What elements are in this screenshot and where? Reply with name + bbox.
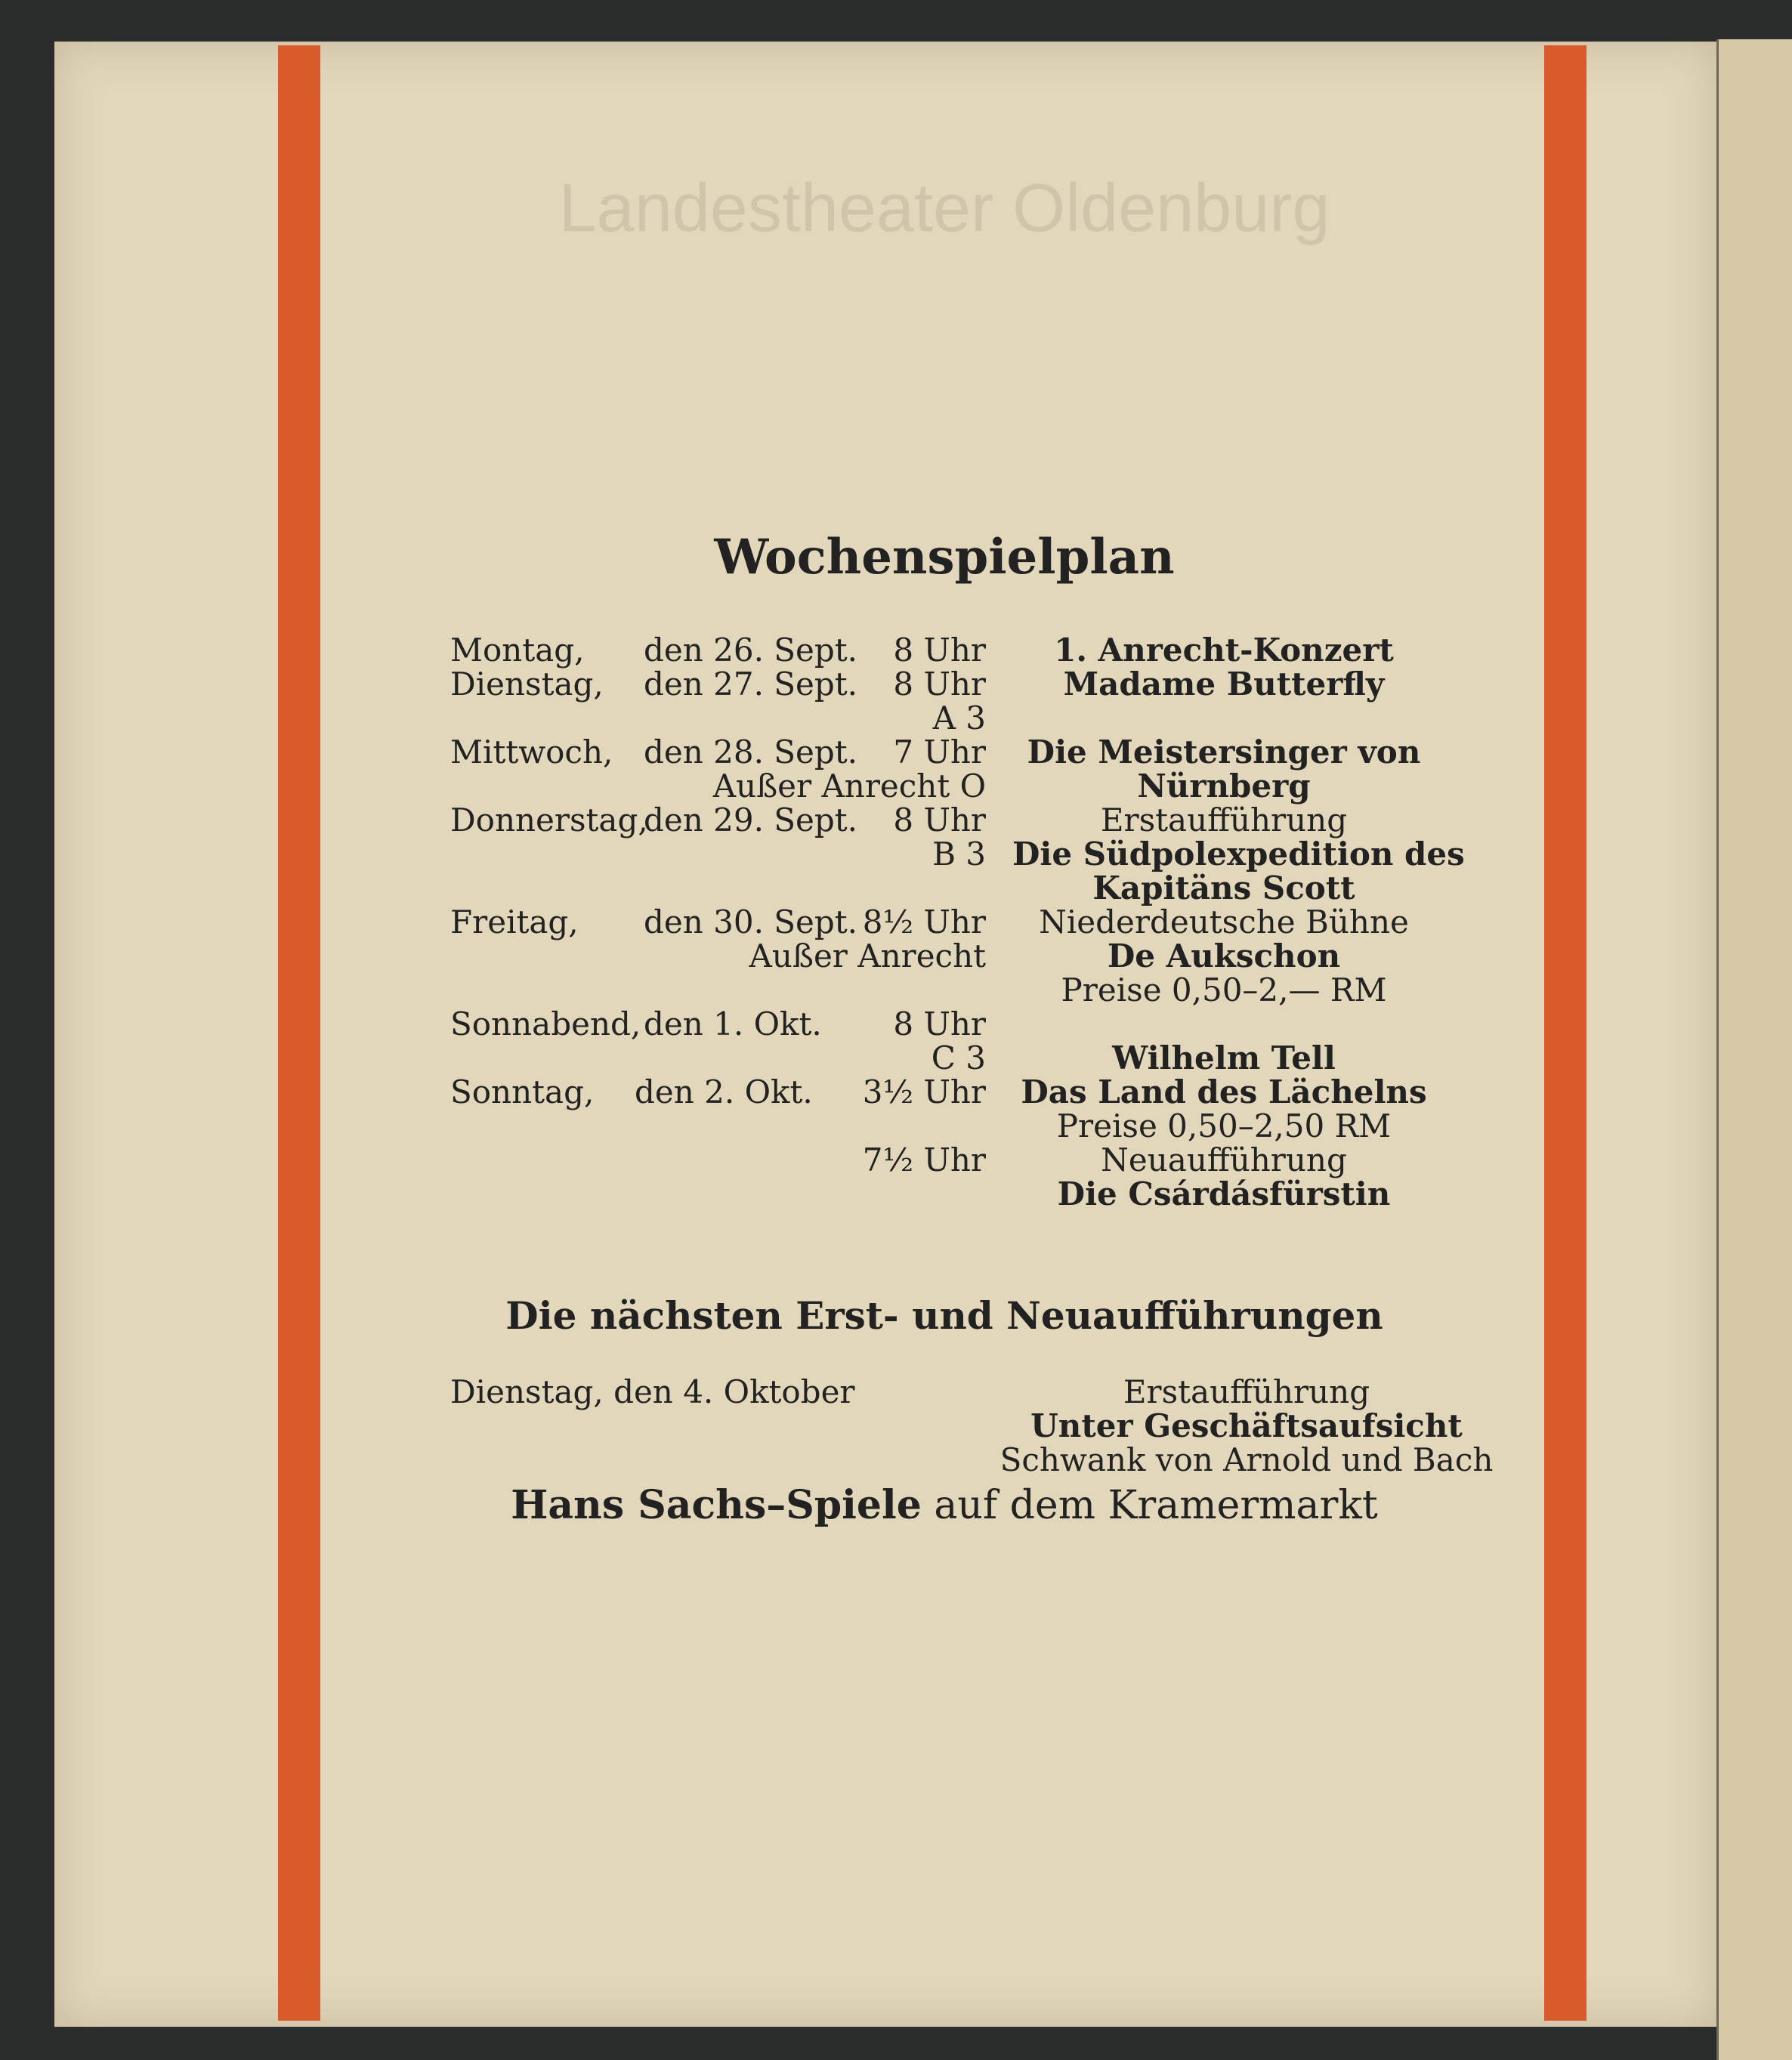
day: Sonnabend,	[450, 1005, 641, 1042]
time: 8 Uhr	[893, 1005, 986, 1042]
program: Preise 0,50–2,— RM	[1061, 971, 1387, 1008]
program: Nürnberg	[1137, 767, 1311, 805]
subscription-note: Außer Anrecht	[749, 937, 986, 974]
date: den 30. Sept.	[644, 903, 858, 940]
program: Niederdeutsche Bühne	[1039, 903, 1409, 940]
day: Mittwoch,	[450, 734, 613, 771]
time: 3½ Uhr	[862, 1073, 986, 1110]
subscription-note: C 3	[931, 1039, 986, 1076]
time: 8 Uhr	[893, 632, 986, 669]
time: 8 Uhr	[893, 666, 986, 703]
program: 1. Anrecht-Konzert	[1054, 632, 1394, 669]
section-heading: Die nächsten Erst- und Neuaufführungen	[505, 1293, 1383, 1338]
date: den 26. Sept.	[644, 632, 858, 669]
time: 8 Uhr	[893, 801, 986, 839]
date: den 27. Sept.	[644, 666, 858, 703]
day: Donnerstag,	[450, 801, 648, 839]
time: 7 Uhr	[893, 734, 986, 771]
next-date: Dienstag, den 4. Oktober	[450, 1373, 855, 1410]
program: Wilhelm Tell	[1112, 1039, 1336, 1076]
date: den 2. Okt.	[635, 1073, 813, 1110]
program: Preise 0,50–2,50 RM	[1056, 1107, 1392, 1144]
next-play: Unter Geschäftsaufsicht	[1030, 1407, 1463, 1444]
time: 7½ Uhr	[862, 1141, 986, 1178]
left-orange-stripe	[278, 45, 320, 2021]
finale-bold: Hans Sachs–Spiele	[511, 1482, 922, 1528]
next-label: Erstaufführung	[1123, 1373, 1370, 1410]
program: Das Land des Lächelns	[1021, 1073, 1427, 1110]
subscription-note: A 3	[932, 700, 986, 737]
finale-rest: auf dem Kramermarkt	[934, 1483, 1378, 1528]
day: Dienstag,	[450, 666, 604, 703]
day: Freitag,	[450, 903, 579, 940]
page-title: Wochenspielplan	[714, 529, 1175, 585]
next-page-edge	[1716, 39, 1792, 2060]
subscription-note: B 3	[932, 835, 986, 872]
day: Montag,	[450, 632, 585, 669]
finale-line	[423, 1482, 1466, 1528]
program: Neuaufführung	[1101, 1141, 1347, 1178]
subscription-note: Außer Anrecht O	[712, 767, 986, 805]
program: Die Csárdásfürstin	[1057, 1175, 1391, 1212]
day: Sonntag,	[450, 1073, 595, 1110]
date: den 28. Sept.	[644, 734, 858, 771]
program: Erstaufführung	[1100, 801, 1348, 839]
next-author: Schwank von Arnold und Bach	[1000, 1441, 1494, 1478]
program: De Aukschon	[1107, 937, 1341, 974]
program: Madame Butterfly	[1063, 666, 1385, 703]
program: Die Meistersinger von	[1027, 734, 1421, 771]
program: Kapitäns Scott	[1092, 869, 1355, 906]
bleed-through-heading: Landestheater Oldenburg	[558, 171, 1330, 246]
program: Die Südpolexpedition des	[1012, 835, 1465, 872]
date: den 1. Okt.	[644, 1005, 822, 1042]
date: den 29. Sept.	[644, 801, 858, 839]
time: 8½ Uhr	[862, 903, 986, 940]
right-orange-stripe	[1544, 45, 1587, 2021]
